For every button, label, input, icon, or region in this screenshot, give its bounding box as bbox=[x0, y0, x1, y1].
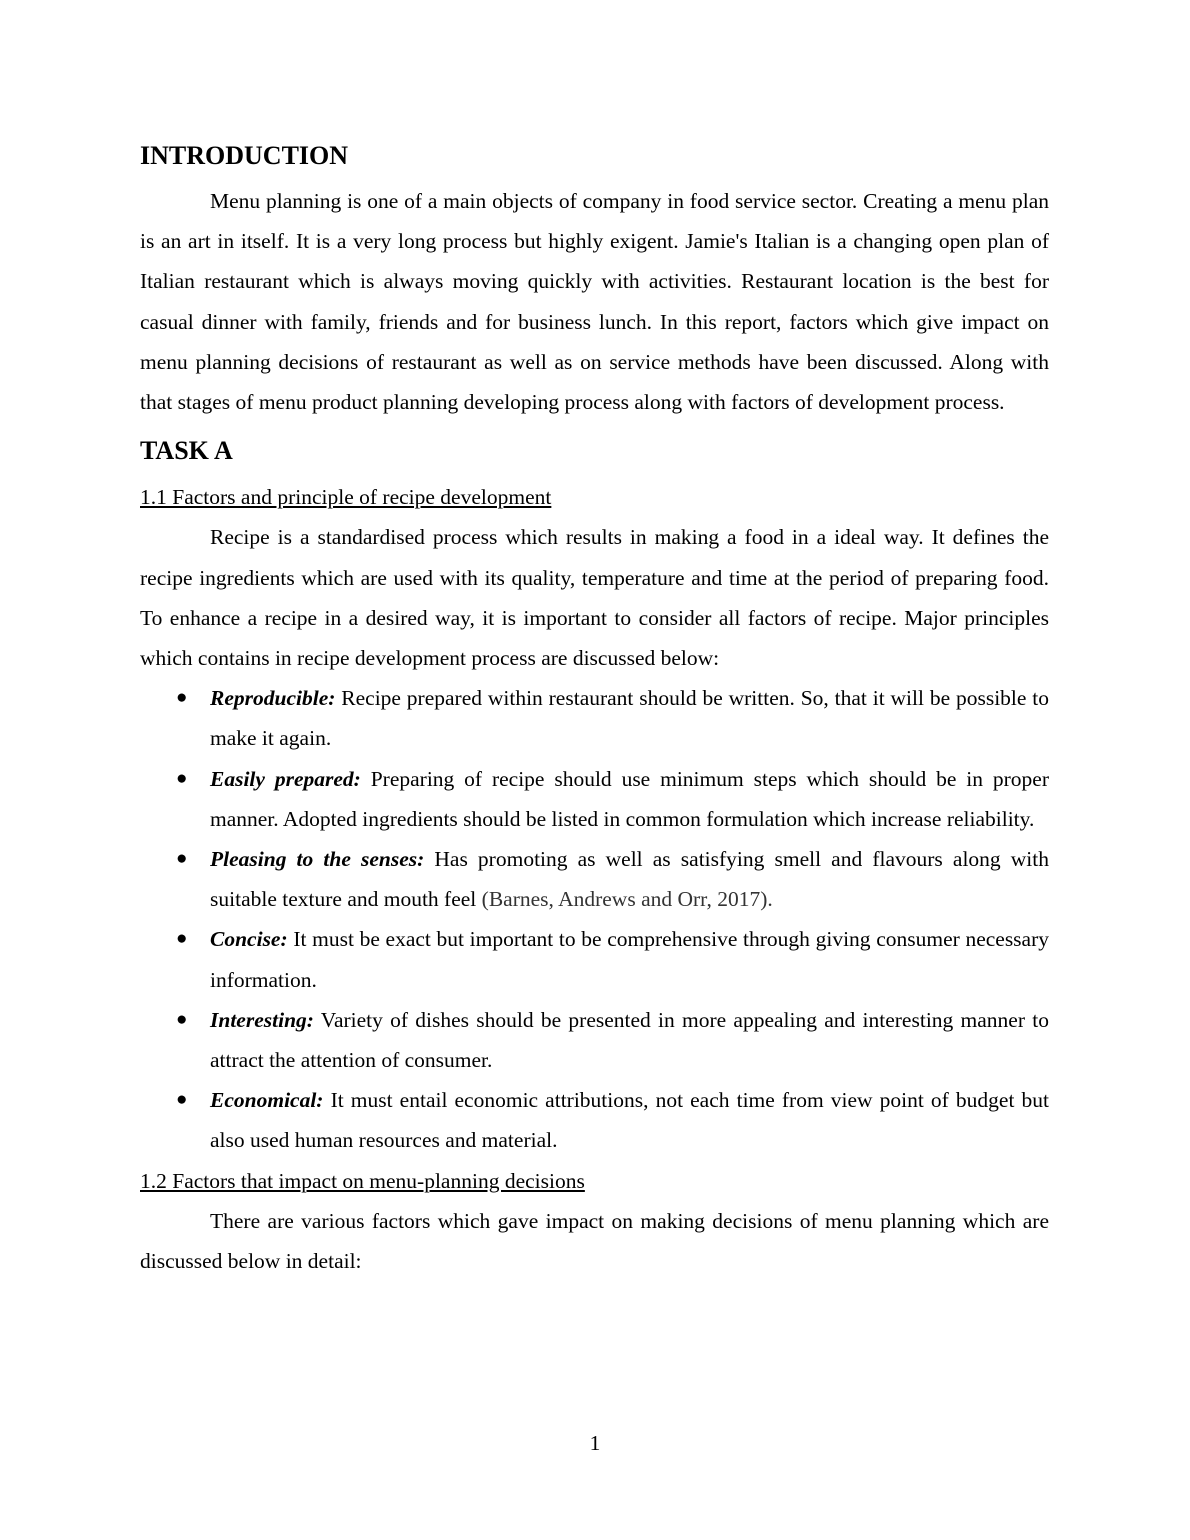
section-1-2-paragraph: There are various factors which gave impact on making decisions of menu planning which are discussed below in detail: bbox=[140, 1208, 1049, 1274]
section-1-1-title: 1.1 Factors and principle of recipe development bbox=[140, 485, 552, 510]
page-number: 1 bbox=[589, 1431, 601, 1455]
introduction-paragraph: Menu planning is one of a main objects of company in food service sector. Creating a menu plan is an art in itself. It is a very long process but highly exigent. Jamie's Italian is a changing open plan of Italian restaurant which is always moving quickly with activities. Restaurant location is the best for casual dinner with family, friends and for business lunch. In this report, factors which give impact on menu planning decisions of restaurant as well as on service methods have been discussed. Along with that stages of menu product planning developing process along with factors of development process. bbox=[140, 189, 1049, 415]
bullet-term: Pleasing to the senses: bbox=[210, 847, 425, 872]
list-item bbox=[140, 839, 1049, 919]
bullet-text: Preparing of recipe should use minimum steps which should be in proper manner. Adopted ingredients should be listed in common formulation which increase reliability. bbox=[210, 766, 1050, 831]
bullet-text: Variety of dishes should be presented in more appealing and interesting manner to attract the attention of consumer. bbox=[210, 1007, 1049, 1073]
bullet-term: Reproducible: bbox=[210, 686, 336, 711]
document-page bbox=[140, 138, 1049, 1281]
list-item bbox=[140, 919, 1049, 999]
section-1-1-paragraph: Recipe is a standardised process which results in making a food in a ideal way. It defines the recipe ingredients which are used with its quality, temperature and time at the period of preparing food. To enhance a recipe in a desired way, it is important to consider all factors of recipe. Major principles which contains in recipe development process are discussed below: bbox=[140, 525, 1049, 671]
bullet-icon: ● bbox=[176, 928, 188, 950]
bullet-term: Concise: bbox=[210, 927, 288, 952]
bullet-icon: ● bbox=[176, 848, 188, 870]
bullet-icon: ● bbox=[176, 1089, 188, 1111]
bullet-text: It must be exact but important to be comprehensive through giving consumer necessary information. bbox=[210, 927, 1050, 992]
bullet-text: It must entail economic attributions, not each time from view point of budget but also used human resources and material. bbox=[210, 1088, 1049, 1153]
bullet-text: Recipe prepared within restaurant should be written. So, that it will be possible to make it again. bbox=[210, 686, 1050, 751]
recipe-principles-list bbox=[140, 678, 1049, 1160]
bullet-icon: ● bbox=[176, 687, 188, 709]
task-a-heading: TASK A bbox=[140, 436, 233, 466]
list-item bbox=[140, 1000, 1049, 1080]
bullet-icon: ● bbox=[176, 767, 188, 789]
bullet-icon: ● bbox=[176, 1008, 188, 1030]
bullet-term: Interesting: bbox=[210, 1007, 314, 1032]
list-item bbox=[140, 678, 1049, 758]
list-item bbox=[140, 1080, 1049, 1160]
citation: (Barnes, Andrews and Orr, 2017). bbox=[481, 887, 773, 912]
section-1-2-title: 1.2 Factors that impact on menu-planning decisions bbox=[140, 1168, 585, 1193]
introduction-heading: INTRODUCTION bbox=[140, 141, 349, 170]
bullet-text: Has promoting as well as satisfying smell and flavours along with suitable texture and mouth feel bbox=[210, 847, 1049, 912]
bullet-term: Easily prepared: bbox=[210, 766, 361, 791]
bullet-term: Economical: bbox=[210, 1088, 324, 1113]
list-item bbox=[140, 759, 1049, 839]
